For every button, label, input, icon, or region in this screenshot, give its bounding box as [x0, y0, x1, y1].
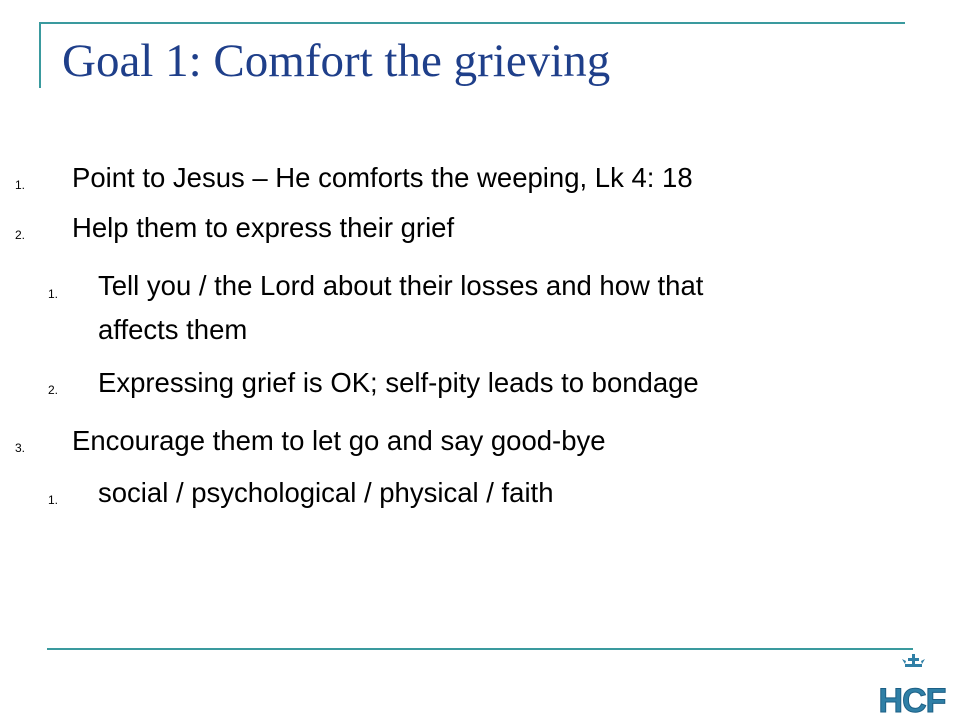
list-text: Expressing grief is OK; self-pity leads to bondage — [98, 367, 699, 398]
list-number: 2. — [15, 228, 26, 242]
logo-text: HCF — [878, 682, 946, 716]
list-text: Encourage them to let go and say good-bye — [72, 425, 606, 456]
list-number: 3. — [15, 441, 26, 455]
slide-title: Goal 1: Comfort the grieving — [62, 35, 611, 87]
hcf-logo-icon — [872, 652, 952, 716]
list-number: 2. — [48, 383, 59, 397]
list-text: Tell you / the Lord about their losses and how that — [98, 270, 704, 301]
list-text: Help them to express their grief — [72, 212, 455, 243]
top-rule — [39, 22, 905, 24]
list-number: 1. — [15, 178, 26, 192]
list-text: Point to Jesus – He comforts the weeping, Lk 4: 18 — [72, 162, 693, 193]
left-rule — [39, 22, 41, 88]
list-number: 1. — [48, 493, 59, 507]
list-text: affects them — [98, 314, 248, 345]
bottom-rule — [47, 648, 913, 650]
list-number: 1. — [48, 287, 59, 301]
list-text: social / psychological / physical / faith — [98, 477, 554, 508]
